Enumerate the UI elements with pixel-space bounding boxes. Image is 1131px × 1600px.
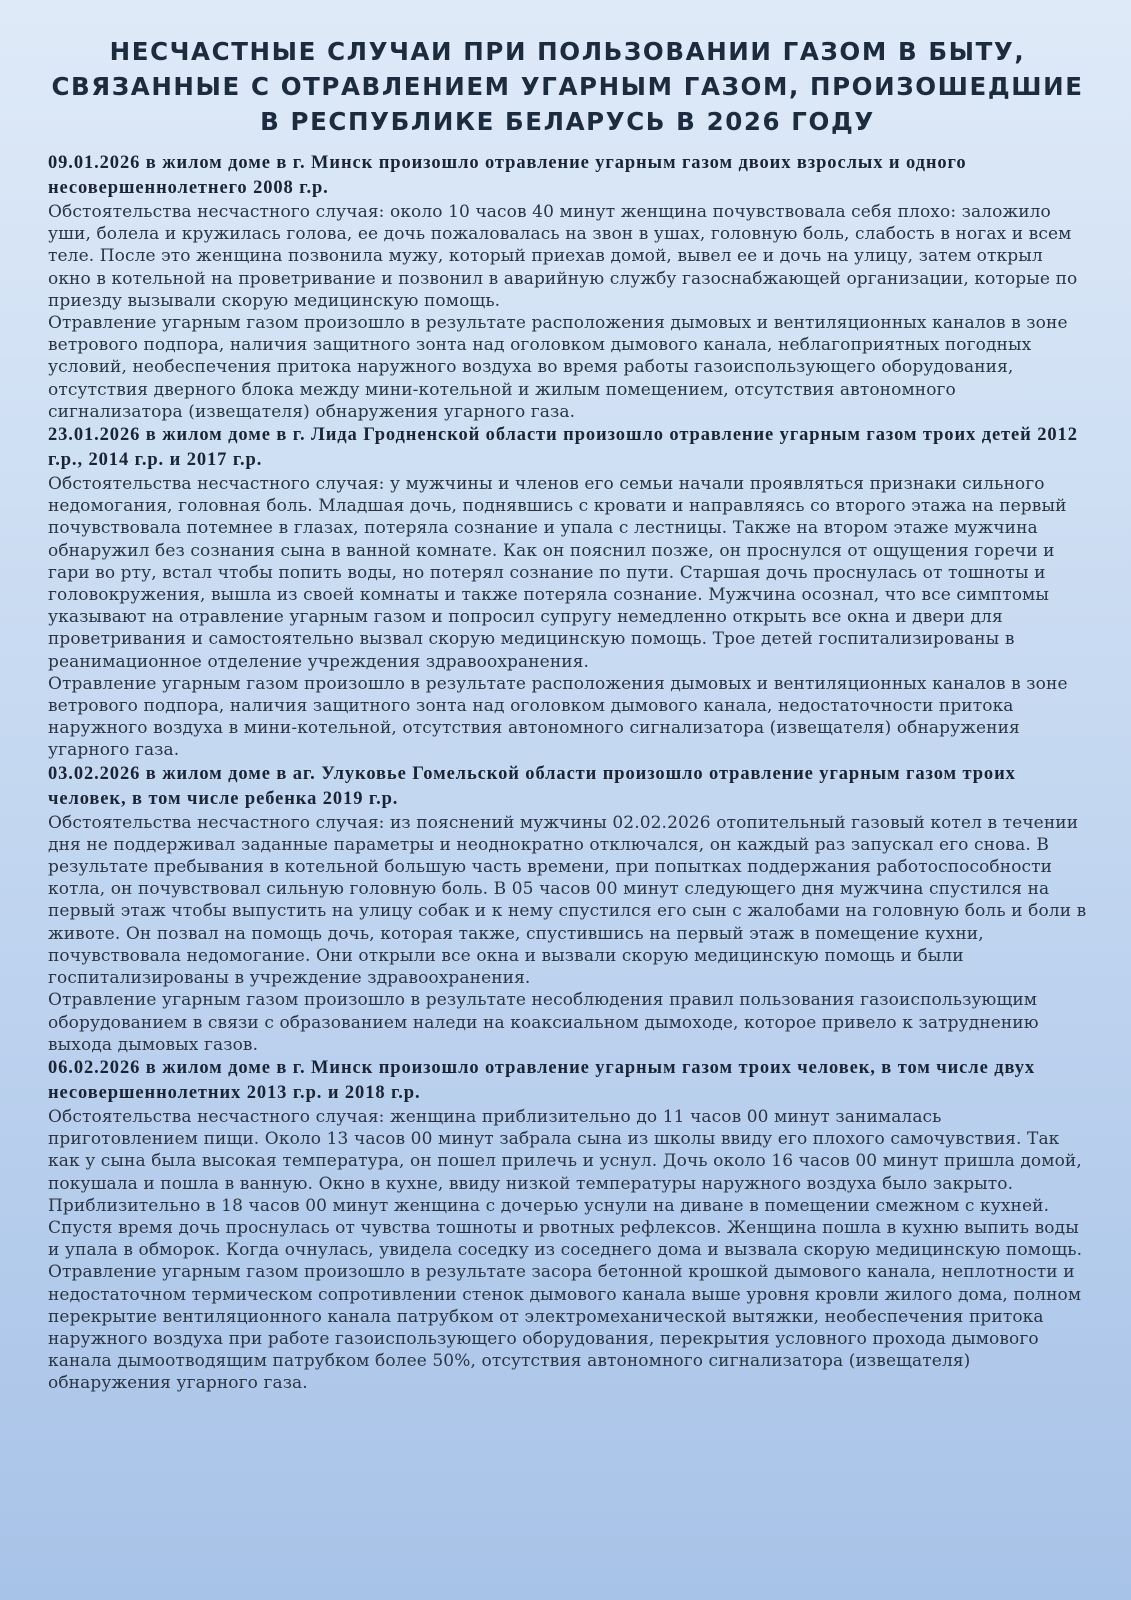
title-line-2: СВЯЗАННЫЕ С ОТРАВЛЕНИЕМ УГАРНЫМ ГАЗОМ, ПРОИЗОШЕДШИЕ [51,72,1084,101]
incident-cause: Отравление угарным газом произошло в результате расположения дымовых и вентиляционных каналов в зоне ветрового подпора, наличия защитного зонта над оголовком дымового канала, неблагоприятных погодных условий, необеспечения притока наружного воздуха во время работы газоиспользующего оборудования, отсутствия дверного блока между мини-котельной и жилым помещением, отсутствия автономного сигнализатора (извещателя) обнаружения угарного газа. [48,313,1068,422]
incident-cause: Отравление угарным газом произошло в результате расположения дымовых и вентиляционных каналов в зоне ветрового подпора, наличия защитного зонта над оголовком дымового канала, недостаточности притока наружного воздуха в мини-котельной, отсутствия автономного сигнализатора (извещателя) обнаружения угарного газа. [48,673,1068,761]
title-line-3: В РЕСПУБЛИКЕ БЕЛАРУСЬ В 2026 ГОДУ [260,107,875,136]
incident-2 [48,423,1087,762]
incident-1 [48,151,1087,423]
incident-body [48,1106,1087,1395]
incident-circumstances: Обстоятельства несчастного случая: женщина приблизительно до 11 часов 00 минут занималась приготовлением пищи. Около 13 часов 00 минут забрала сына из школы ввиду его плохого самочувствия. Так как у сына была высокая температура, он пошел прилечь и уснул. Дочь около 16 часов 00 минут пришла домой, покушала и пошла в ванную. Окно в кухне, ввиду низкой температуры наружного воздуха было закрыто. Приблизительно в 18 часов 00 минут женщина с дочерью уснули на диване в помещении смежном с кухней. Спустя время дочь проснулась от чувства тошноты и рвотных рефлексов. Женщина пошла в кухню выпить воды и упала в обморок. Когда очнулась, увидела соседку из соседнего дома и вызвала скорую медицинскую помощь. [48,1106,1083,1261]
title-line-1: НЕСЧАСТНЫЕ СЛУЧАИ ПРИ ПОЛЬЗОВАНИИ ГАЗОМ В БЫТУ, [109,37,1026,66]
incident-circumstances: Обстоятельства несчастного случая: из пояснений мужчины 02.02.2026 отопительный газовый котел в течении дня не поддерживал заданные параметры и неоднократно отключался, он каждый раз запускал его снова. В результате пребывания в котельной большую часть времени, при попытках поддержания работоспособности котла, он почувствовал сильную головную боль. В 05 часов 00 минут следующего дня мужчина спустился на первый этаж чтобы выпустить на улицу собак и к нему спустился его сын с жалобами на головную боль и боли в животе. Он позвал на помощь дочь, которая также, спустившись на первый этаж в помещение кухни, почувствовала недомогание. Они открыли все окна и вызвали скорую медицинскую помощь и были госпитализированы в учреждение здравоохранения. [48,812,1087,989]
incident-heading: 03.02.2026 в жилом доме в аг. Улуковье Гомельской области произошло отравление угарным газом троих человек, в том числе ребенка 2019 г.р. [48,763,1016,809]
incident-3 [48,762,1087,1056]
incident-cause: Отравление угарным газом произошло в результате несоблюдения правил пользования газоиспользующим оборудованием в связи с образованием наледи на коаксиальном дымоходе, которое привело к затруднению выхода дымовых газов. [48,990,1039,1055]
incident-body [48,201,1087,423]
incident-body [48,812,1087,1056]
incident-heading: 23.01.2026 в жилом доме в г. Лида Гродненской области произошло отравление угарным газом троих детей 2012 г.р., 2014 г.р. и 2017 г.р. [48,425,1078,471]
incident-circumstances: Обстоятельства несчастного случая: у мужчины и членов его семьи начали проявляться признаки сильного недомогания, головная боль. Младшая дочь, поднявшись с кровати и направляясь со второго этажа на первый почувствовала потемнее в глазах, потеряла сознание и упала с лестницы. Также на втором этаже мужчина обнаружил без сознания сына в ванной комнате. Как он пояснил позже, он проснулся от ощущения горечи и гари во рту, встал чтобы попить воды, но потерял сознание по пути. Старшая дочь проснулась от тошноты и головокружения, вышла из своей комнаты и также потеряла сознание. Мужчина осознал, что все симптомы указывают на отравление угарным газом и попросил супругу немедленно открыть все окна и двери для проветривания и самостоятельно вызвал скорую медицинскую помощь. Трое детей госпитализированы в реанимационное отделение учреждения здравоохранения. [48,474,1067,672]
page-title [48,34,1087,139]
incident-cause: Отравление угарным газом произошло в результате засора бетонной крошкой дымового канала, неплотности и недостаточном термическом сопротивлении стенок дымового канала выше уровня кровли жилого дома, полном перекрытие вентиляционного канала патрубком от электромеханической вытяжки, необеспечения притока наружного воздуха при работе газоиспользующего оборудования, перекрытия условного прохода дымового канала дымоотводящим патрубком более 50%, отсутствия автономного сигнализатора (извещателя) обнаружения угарного газа. [48,1262,1082,1394]
incident-circumstances: Обстоятельства несчастного случая: около 10 часов 40 минут женщина почувствовала себя плохо: заложило уши, болела и кружилась голова, ее дочь пожаловалась на звон в ушах, головную боль, слабость в ногах и всем теле. После это женщина позвонила мужу, который приехав домой, вывел ее и дочь на улицу, затем открыл окно в котельной на проветривание и позвонил в аварийную службу газоснабжающей организации, которые по приезду вызывали скорую медицинскую помощь. [48,202,1078,311]
incident-heading: 09.01.2026 в жилом доме в г. Минск произошло отравление угарным газом двоих взрослых и одного несовершеннолетнего 2008 г.р. [48,153,967,198]
incident-heading: 06.02.2026 в жилом доме в г. Минск произошло отравление угарным газом троих человек, в том числе двух несовершеннолетних 2013 г.р. и 2018 г.р. [48,1057,1036,1103]
incident-body [48,473,1087,762]
incident-4 [48,1056,1087,1395]
